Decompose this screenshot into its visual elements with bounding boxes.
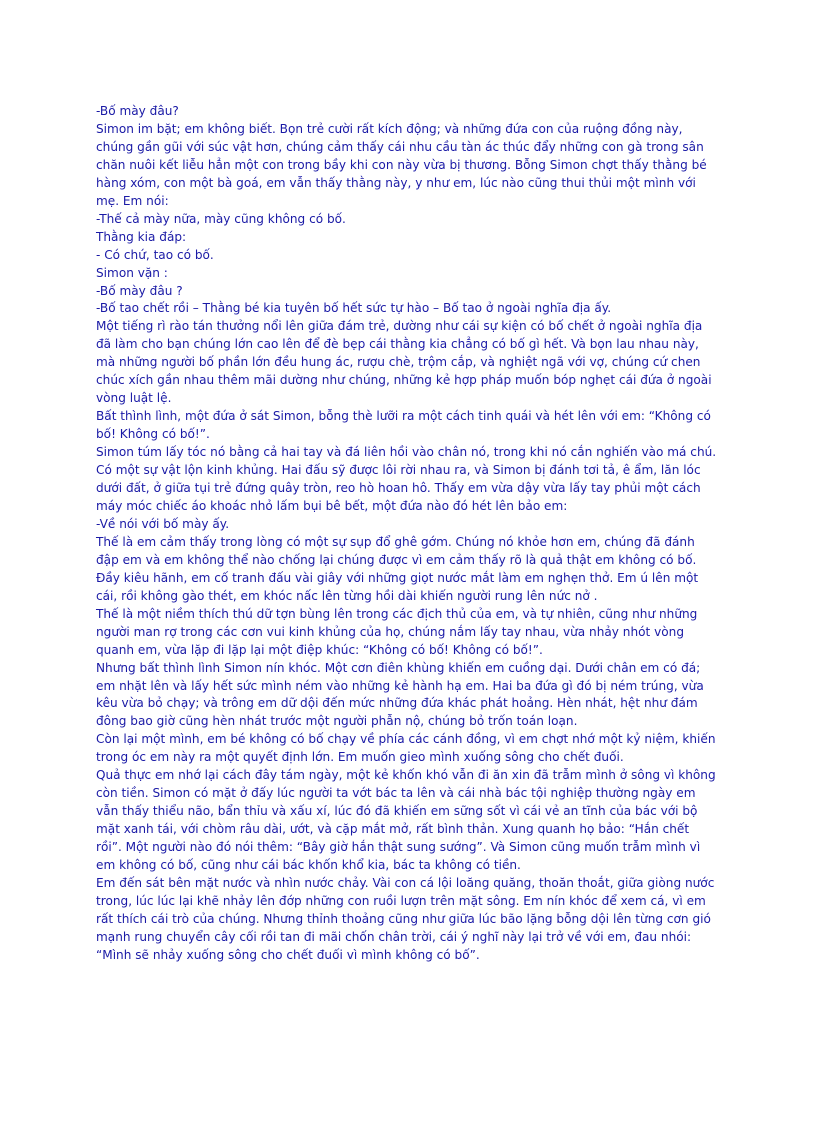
text-line: -Thế cả mày nữa, mày cũng không có bố. [96,211,346,226]
text-line: -Bố mày đâu? [96,104,179,118]
text-line: kêu vừa bỏ chạy; và trông em dữ dội đến mức những đứa khác phát hoảng. Hèn nhát, hệt như đám [96,696,698,711]
text-line: Quả thực em nhớ lại cách đây tám ngày, một kẻ khốn khó vẫn đi ăn xin đã trẫm mình ở sông vì không [96,768,716,783]
text-line: -Về nói với bố mày ấy. [96,516,230,531]
text-line: em không có bố, cũng như cái bác khốn khổ kia, bác ta không có tiền. [96,858,521,873]
text-line: vòng luật lệ. [96,391,172,406]
text-line: Em đến sát bên mặt nước và nhìn nước chảy. Vài con cá lội loăng quăng, thoăn thoắt, giữa giòng nước [96,875,715,890]
text-line: chúng gần gũi với súc vật hơn, chúng cảm thấy cái nhu cầu tàn ác thúc đẩy những con gà trong sân [96,139,704,154]
text-line: Simon vặn : [96,265,168,280]
text-line: Còn lại một mình, em bé không có bố chạy về phía các cánh đồng, vì em chợt nhớ một kỷ niệm, khiến [96,732,716,747]
text-line: -Bố mày đâu ? [96,283,183,298]
text-line: trong, lúc lúc lại khẽ nhảy lên đớp những con ruồi lượn trên mặt sông. Em nín khóc để xem cá, vì em [96,893,706,908]
text-line: Simon túm lấy tóc nó bằng cả hai tay và đá liên hồi vào chân nó, trong khi nó cắn nghiến vào má chú. [96,445,717,460]
document-body [96,103,728,965]
text-line: máy móc chiếc áo khoác nhỏ lấm bụi bê bết, một đứa nào đó hét lên bảo em: [96,498,568,513]
text-line: rất thích cái trò của chúng. Nhưng thỉnh thoảng cũng như giữa lúc bão lặng bỗng dội lên từng cơn gió [96,911,711,926]
text-line: Có một sự vật lộn kinh khủng. Hai đấu sỹ được lôi rời nhau ra, và Simon bị đánh tơi tả, ê ẩm, lăn lóc [96,463,701,478]
text-line: Nhưng bất thình lình Simon nín khóc. Một cơn điên khùng khiến em cuồng dại. Dưới chân em có đá; [96,660,701,675]
text-line: Simon im bặt; em không biết. Bọn trẻ cười rất kích động; và những đứa con của ruộng đồng này, [96,121,683,136]
text-line: Thế là em cảm thấy trong lòng có một sự sụp đổ ghê gớm. Chúng nó khỏe hơn em, chúng đã đánh [96,534,695,549]
text-line: - Có chứ, tao có bố. [96,247,214,262]
text-line: Thế là một niềm thích thú dữ tợn bùng lên trong các địch thủ của em, và tự nhiên, cũng như những [96,606,698,621]
text-line: Một tiếng rì rào tán thưởng nổi lên giữa đám trẻ, dường như cái sự kiện có bố chết ở ngoài nghĩa địa [96,319,703,334]
text-line: hàng xóm, con một bà goá, em vẫn thấy thằng này, y như em, lúc nào cũng thui thủi một mình với [96,175,696,190]
text-line: người man rợ trong các cơn vui kinh khủng của họ, chúng nắm lấy tay nhau, vừa nhảy nhót vòng [96,624,684,639]
text-line: quanh em, vừa lặp đi lặp lại một điệp khúc: “Không có bố! Không có bố!”. [96,642,543,657]
text-line: mẹ. Em nói: [96,193,169,208]
text-line: đông bao giờ cũng hèn nhát trước một người phẫn nộ, chúng bỏ trốn toán loạn. [96,714,578,729]
text-line: vẫn thấy thiểu não, bẩn thỉu và xấu xí, lúc đó đã khiến em sững sốt vì cái vẻ an tĩnh của bác với bộ [96,804,698,819]
text-line: em nhặt lên và lấy hết sức mình ném vào những kẻ hành hạ em. Hai ba đứa gì đó bị ném trúng, vừa [96,678,704,693]
text-line: cái, rồi không gào thét, em khóc nấc lên từng hồi dài khiến người rung lên nức nở . [96,588,598,603]
text-line: mặt xanh tái, với chòm râu dài, ướt, và cặp mắt mở, rất bình thản. Xung quanh họ bảo: “Hắn chết [96,822,690,837]
text-line: bố! Không có bố!”. [96,427,210,442]
text-line: chăn nuôi kết liễu hẳn một con trong bầy khi con này vừa bị thương. Bỗng Simon chợt thấy thằng bé [96,157,707,172]
text-line: Bất thình lình, một đứa ở sát Simon, bỗng thè lưỡi ra một cách tinh quái và hét lên với em: “Không có [96,409,711,424]
text-line: Thằng kia đáp: [96,229,187,244]
text-line: còn tiền. Simon có mặt ở đấy lúc người ta vớt bác ta lên và cái nhà bác tội nghiệp thường ngày em [96,786,696,801]
text-line: Đầy kiêu hãnh, em cố tranh đấu vài giây với những giọt nước mắt làm em nghẹn thở. Em ú lên một [96,570,699,585]
text-line: -Bố tao chết rồi – Thằng bé kia tuyên bố hết sức tự hào – Bố tao ở ngoài nghĩa địa ấy. [96,301,612,316]
text-line: “Mình sẽ nhảy xuống sông cho chết đuối vì mình không có bố”. [96,947,480,962]
text-line: chúc xích gần nhau thêm mãi dường như chúng, những kẻ hợp pháp muốn bóp nghẹt cái đứa ở ngoài [96,373,712,388]
text-line: trong óc em này ra một quyết định lớn. Em muốn gieo mình xuống sông cho chết đuối. [96,750,624,765]
text-line: đập em và em không thể nào chống lại chúng được vì em cảm thấy rõ là quả thật em không có bố. [96,552,697,567]
text-line: dưới đất, ở giữa tụi trẻ đứng quây tròn, reo hò hoan hô. Thấy em vừa dậy vừa lấy tay phủi một cách [96,481,701,496]
text-line: mà những người bố phần lớn đều hung ác, rượu chè, trộm cắp, và nghiệt ngã với vợ, chúng cứ chen [96,355,701,370]
text-line: đã làm cho bạn chúng lớn cao lên để đè bẹp cái thằng kia chẳng có bố gì hết. Và bọn lau nhau này, [96,337,699,352]
text-line: rồi”. Một người nào đó nói thêm: “Bây giờ hắn thật sung sướng”. Và Simon cũng muốn trẫm mình vì [96,840,701,855]
document-page [96,103,728,965]
text-line: mạnh rung chuyển cây cối rồi tan đi mãi chốn chân trời, cái ý nghĩ này lại trở về với em, đau nhói: [96,929,692,944]
